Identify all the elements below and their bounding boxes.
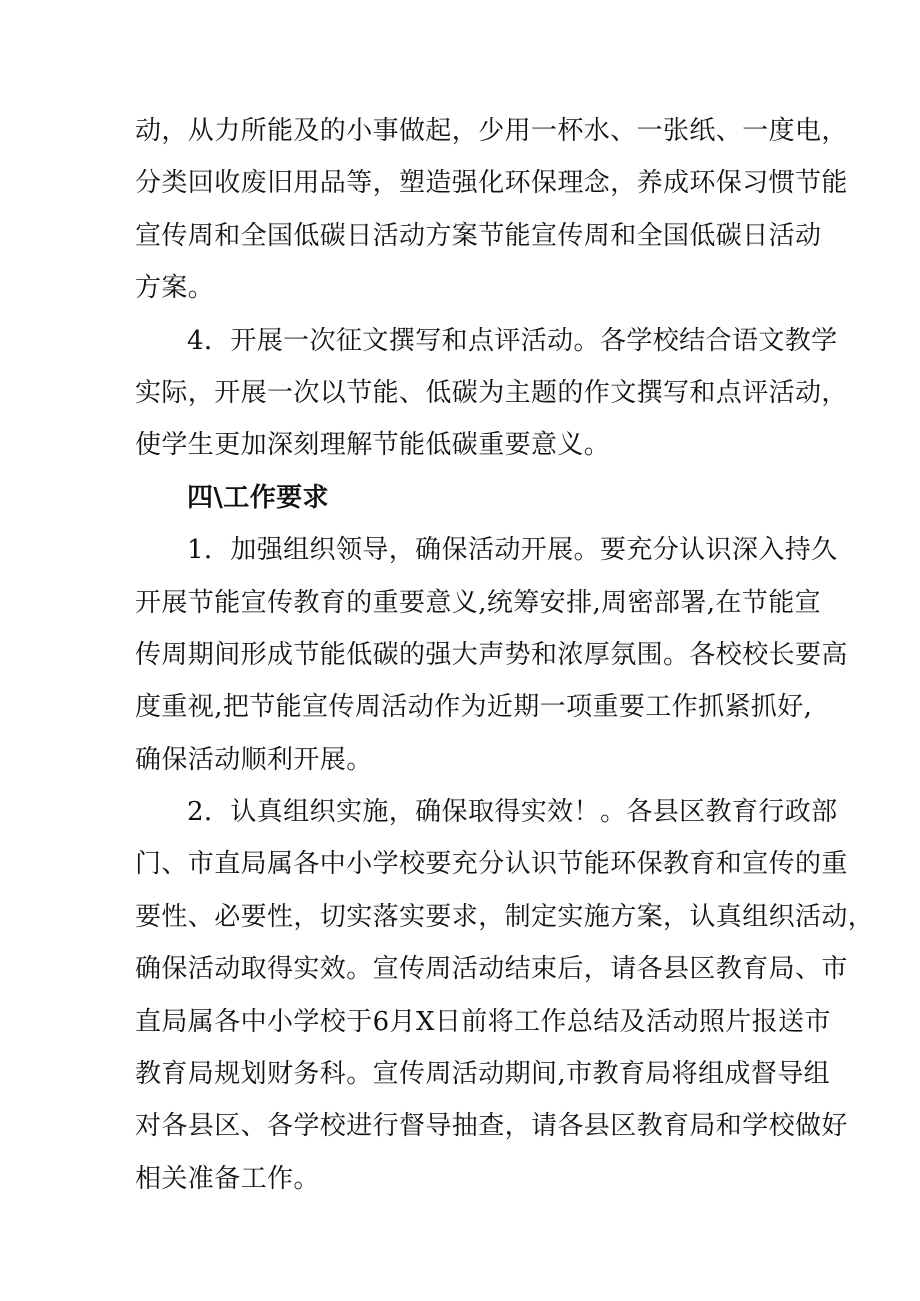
text-line: 确保活动顺利开展。 [135, 744, 373, 775]
paragraph-continuation [135, 105, 848, 315]
document-body [135, 105, 875, 1205]
text-line: 分类回收废旧用品等，塑造强化环保理念，养成环保习惯节能 [135, 168, 848, 199]
text-line: 传周期间形成节能低碳的强大声势和浓厚氛围。各校校长要高 [135, 639, 848, 670]
section-heading [135, 472, 795, 524]
text-line: 使学生更加深刻理解节能低碳重要意义。 [135, 430, 611, 461]
paragraph-item-4 [135, 315, 848, 472]
paragraph-requirement-1 [135, 524, 848, 786]
text-line: 实际，开展一次以节能、低碳为主题的作文撰写和点评活动， [135, 377, 848, 408]
text-line: 动，从力所能及的小事做起，少用一杯水、一张纸、一度电， [135, 116, 848, 146]
text-line: 要性、必要性，切实落实要求，制定实施方案，认真组织活动， [135, 901, 875, 932]
text-line: 2．认真组织实施，确保取得实效！。各县区教育行政部 [187, 797, 838, 828]
paragraph-requirement-2 [135, 786, 875, 1205]
text-line: 教育局规划财务科。宣传周活动期间,市教育局将组成督导组 [135, 1059, 831, 1090]
text-line: 确保活动取得实效。宣传周活动结束后，请各县区教育局、市 [135, 954, 848, 985]
text-line: 1．加强组织领导，确保活动开展。要充分认识深入持久 [187, 535, 838, 566]
text-line: 宣传周和全国低碳日活动方案节能宣传周和全国低碳日活动 [135, 220, 822, 251]
text-line: 门、市直局属各中小学校要充分认识节能环保教育和宣传的重 [135, 849, 848, 880]
text-line: 对各县区、各学校进行督导抽查，请各县区教育局和学校做好 [135, 1111, 848, 1142]
text-line: 开展节能宣传教育的重要意义,统筹安排,周密部署,在节能宣 [135, 587, 821, 618]
text-line: 方案。 [135, 273, 215, 304]
text-line: 相关准备工作。 [135, 1163, 320, 1194]
text-line: 直局属各中小学校于6月X日前将工作总结及活动照片报送市 [135, 1006, 831, 1037]
heading-text: 四\工作要求 [187, 482, 329, 513]
text-line: 度重视,把节能宣传周活动作为近期一项重要工作抓紧抓好, [135, 692, 813, 723]
text-line: 4．开展一次征文撰写和点评活动。各学校结合语文教学 [187, 325, 838, 356]
